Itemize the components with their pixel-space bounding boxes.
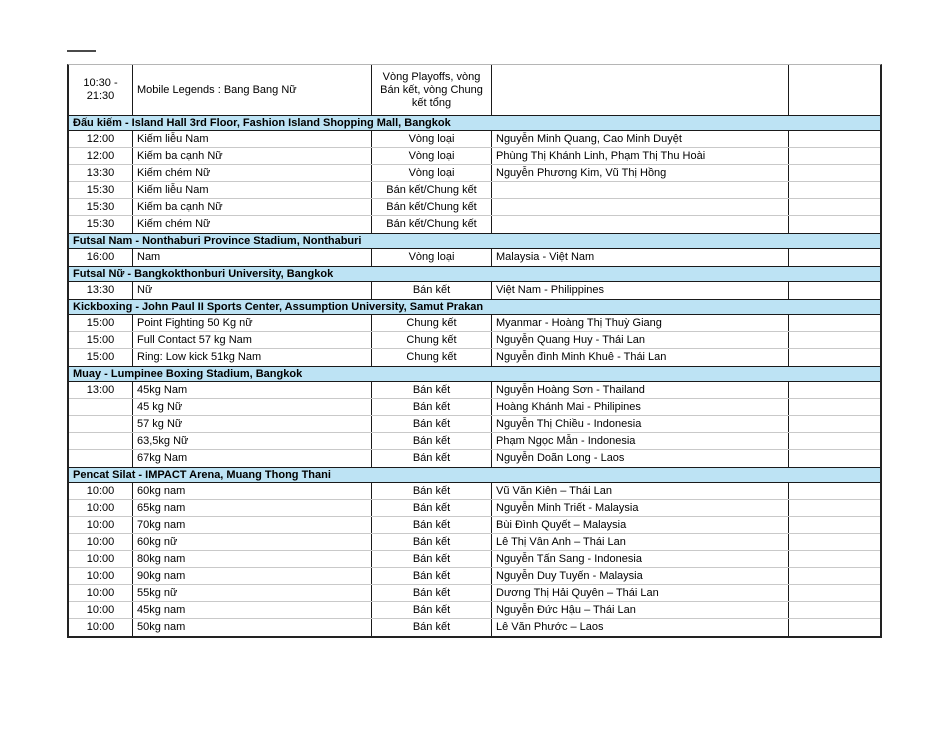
table-row: [69, 602, 880, 619]
section-header: Pencat Silat - IMPACT Arena, Muang Thong Thani: [69, 467, 880, 483]
time-cell: 10:00: [69, 619, 133, 636]
round-cell: Chung kết: [372, 315, 492, 331]
sport-section: [69, 115, 880, 233]
round-cell: Bán kết: [372, 568, 492, 584]
table-row: [69, 332, 880, 349]
event-cell: Nam: [133, 249, 372, 266]
time-cell: 10:00: [69, 602, 133, 618]
participants-cell: Nguyễn Minh Quang, Cao Minh Duyệt: [492, 131, 789, 147]
time-cell: 16:00: [69, 249, 133, 266]
event-cell: 60kg nữ: [133, 534, 372, 550]
table-row: [69, 450, 880, 467]
notes-cell: [789, 585, 880, 601]
round-cell: Bán kết: [372, 282, 492, 299]
table-row: [69, 182, 880, 199]
round-cell: Bán kết: [372, 585, 492, 601]
section-header: Kickboxing - John Paul II Sports Center, Assumption University, Samut Prakan: [69, 299, 880, 315]
event-cell: Kiếm liễu Nam: [133, 182, 372, 198]
time-cell: 15:00: [69, 332, 133, 348]
participants-cell: Nguyễn Duy Tuyến - Malaysia: [492, 568, 789, 584]
round-cell: Chung kết: [372, 332, 492, 348]
notes-cell: [789, 165, 880, 181]
participants-cell: Phùng Thị Khánh Linh, Phạm Thị Thu Hoài: [492, 148, 789, 164]
event-cell: 70kg nam: [133, 517, 372, 533]
notes-cell: [789, 315, 880, 331]
time-cell: 10:30 - 21:30: [69, 65, 133, 115]
notes-cell: [789, 619, 880, 636]
sport-section: [69, 266, 880, 299]
participants-cell: Nguyễn Hoàng Sơn - Thailand: [492, 382, 789, 398]
participants-cell: Lê Thị Vân Anh – Thái Lan: [492, 534, 789, 550]
sport-section: [69, 299, 880, 366]
time-cell: 13:30: [69, 282, 133, 299]
round-cell: Bán kết: [372, 602, 492, 618]
time-cell: 10:00: [69, 500, 133, 516]
table-row: [69, 534, 880, 551]
table-row: [69, 65, 880, 115]
time-cell: 10:00: [69, 585, 133, 601]
event-cell: Kiếm ba cạnh Nữ: [133, 148, 372, 164]
event-cell: 63,5kg Nữ: [133, 433, 372, 449]
participants-cell: Hoàng Khánh Mai - Philipines: [492, 399, 789, 415]
round-cell: Bán kết: [372, 500, 492, 516]
notes-cell: [789, 483, 880, 499]
notes-cell: [789, 500, 880, 516]
round-cell: Bán kết: [372, 517, 492, 533]
sections-container: [69, 115, 880, 636]
time-cell: 13:30: [69, 165, 133, 181]
table-row: [69, 315, 880, 332]
round-cell: Bán kết: [372, 433, 492, 449]
time-cell: 12:00: [69, 131, 133, 147]
participants-cell: Nguyễn Tấn Sang - Indonesia: [492, 551, 789, 567]
event-cell: Nữ: [133, 282, 372, 299]
time-cell: 10:00: [69, 534, 133, 550]
section-header: Muay - Lumpinee Boxing Stadium, Bangkok: [69, 366, 880, 382]
round-cell: Bán kết: [372, 450, 492, 467]
participants-cell: Nguyễn đình Minh Khuê - Thái Lan: [492, 349, 789, 366]
table-row: [69, 165, 880, 182]
round-cell: Bán kết: [372, 382, 492, 398]
event-cell: Full Contact 57 kg Nam: [133, 332, 372, 348]
round-cell: Vòng loại: [372, 148, 492, 164]
notes-cell: [789, 416, 880, 432]
table-row: [69, 382, 880, 399]
event-cell: Point Fighting 50 Kg nữ: [133, 315, 372, 331]
time-cell: 15:00: [69, 315, 133, 331]
round-cell: Bán kết: [372, 483, 492, 499]
sport-section: [69, 233, 880, 266]
event-cell: Mobile Legends : Bang Bang Nữ: [133, 65, 372, 115]
participants-cell: Dương Thị Hải Quyên – Thái Lan: [492, 585, 789, 601]
section-header: Futsal Nam - Nonthaburi Province Stadium, Nonthaburi: [69, 233, 880, 249]
section-rows: [69, 131, 880, 233]
event-cell: 67kg Nam: [133, 450, 372, 467]
event-cell: Kiếm liễu Nam: [133, 131, 372, 147]
participants-cell: Nguyễn Doãn Long - Laos: [492, 450, 789, 467]
participants-cell: Bùi Đình Quyết – Malaysia: [492, 517, 789, 533]
round-cell: Bán kết: [372, 399, 492, 415]
time-cell: 15:30: [69, 216, 133, 233]
notes-cell: [789, 602, 880, 618]
table-row: [69, 216, 880, 233]
notes-cell: [789, 332, 880, 348]
notes-cell: [789, 433, 880, 449]
participants-cell: Nguyễn Minh Triết - Malaysia: [492, 500, 789, 516]
time-cell: 10:00: [69, 483, 133, 499]
notes-cell: [789, 399, 880, 415]
section-rows: [69, 315, 880, 366]
time-cell: [69, 416, 133, 432]
event-cell: Kiếm chém Nữ: [133, 165, 372, 181]
section-rows: [69, 249, 880, 266]
table-row: [69, 131, 880, 148]
event-cell: 80kg nam: [133, 551, 372, 567]
table-row: [69, 199, 880, 216]
time-cell: 15:30: [69, 182, 133, 198]
section-rows: [69, 483, 880, 636]
participants-cell: Vũ Văn Kiên – Thái Lan: [492, 483, 789, 499]
table-row: [69, 349, 880, 366]
table-row: [69, 551, 880, 568]
participants-cell: Nguyễn Phương Kim, Vũ Thị Hồng: [492, 165, 789, 181]
notes-cell: [789, 216, 880, 233]
time-cell: 12:00: [69, 148, 133, 164]
table-row: [69, 282, 880, 299]
notes-cell: [789, 349, 880, 366]
round-cell: Bán kết: [372, 534, 492, 550]
participants-cell: Lê Văn Phước – Laos: [492, 619, 789, 636]
time-cell: 15:00: [69, 349, 133, 366]
event-cell: 60kg nam: [133, 483, 372, 499]
sport-section: [69, 366, 880, 467]
notes-cell: [789, 148, 880, 164]
time-cell: 10:00: [69, 551, 133, 567]
event-cell: Kiếm chém Nữ: [133, 216, 372, 233]
time-cell: [69, 399, 133, 415]
notes-cell: [789, 534, 880, 550]
event-cell: 90kg nam: [133, 568, 372, 584]
notes-cell: [789, 65, 880, 115]
table-row: [69, 568, 880, 585]
notes-cell: [789, 131, 880, 147]
round-cell: Bán kết: [372, 551, 492, 567]
section-header: Futsal Nữ - Bangkokthonburi University, Bangkok: [69, 266, 880, 282]
table-row: [69, 416, 880, 433]
participants-cell: [492, 216, 789, 233]
table-row: [69, 517, 880, 534]
round-cell: Vòng loại: [372, 131, 492, 147]
round-cell: Vòng loại: [372, 249, 492, 266]
notes-cell: [789, 517, 880, 533]
table-row: [69, 433, 880, 450]
notes-cell: [789, 450, 880, 467]
notes-cell: [789, 199, 880, 215]
time-cell: 10:00: [69, 568, 133, 584]
event-cell: 45 kg Nữ: [133, 399, 372, 415]
participants-cell: Nguyễn Thị Chiều - Indonesia: [492, 416, 789, 432]
event-cell: 55kg nữ: [133, 585, 372, 601]
section-rows: [69, 382, 880, 467]
event-cell: 57 kg Nữ: [133, 416, 372, 432]
notes-cell: [789, 551, 880, 567]
section-rows: [69, 282, 880, 299]
round-cell: Vòng loại: [372, 165, 492, 181]
participants-cell: [492, 65, 789, 115]
cut-off-row-border-fragment: [67, 50, 96, 52]
round-cell: Bán kết/Chung kết: [372, 199, 492, 215]
table-row: [69, 619, 880, 636]
time-cell: 15:30: [69, 199, 133, 215]
round-cell: Bán kết/Chung kết: [372, 216, 492, 233]
round-cell: Chung kết: [372, 349, 492, 366]
table-row: [69, 399, 880, 416]
time-cell: [69, 433, 133, 449]
time-cell: [69, 450, 133, 467]
time-cell: 13:00: [69, 382, 133, 398]
schedule-table: [67, 64, 882, 638]
round-cell: Vòng Playoffs, vòng Bán kết, vòng Chung kết tổng: [372, 65, 492, 115]
table-row: [69, 148, 880, 165]
round-cell: Bán kết/Chung kết: [372, 182, 492, 198]
notes-cell: [789, 382, 880, 398]
table-row: [69, 483, 880, 500]
event-cell: 45kg Nam: [133, 382, 372, 398]
notes-cell: [789, 282, 880, 299]
notes-cell: [789, 249, 880, 266]
event-cell: 50kg nam: [133, 619, 372, 636]
event-cell: Kiếm ba cạnh Nữ: [133, 199, 372, 215]
table-row: [69, 249, 880, 266]
round-cell: Bán kết: [372, 619, 492, 636]
sport-section: [69, 467, 880, 636]
participants-cell: Nguyễn Quang Huy - Thái Lan: [492, 332, 789, 348]
section-header: Đấu kiếm - Island Hall 3rd Floor, Fashion Island Shopping Mall, Bangkok: [69, 115, 880, 131]
time-cell: 10:00: [69, 517, 133, 533]
notes-cell: [789, 568, 880, 584]
participants-cell: [492, 199, 789, 215]
participants-cell: Myanmar - Hoàng Thị Thuỳ Giang: [492, 315, 789, 331]
participants-cell: [492, 182, 789, 198]
notes-cell: [789, 182, 880, 198]
event-cell: 45kg nam: [133, 602, 372, 618]
participants-cell: Malaysia - Việt Nam: [492, 249, 789, 266]
round-cell: Bán kết: [372, 416, 492, 432]
table-row: [69, 585, 880, 602]
participants-cell: Nguyễn Đức Hậu – Thái Lan: [492, 602, 789, 618]
participants-cell: Phạm Ngọc Mẫn - Indonesia: [492, 433, 789, 449]
event-cell: Ring: Low kick 51kg Nam: [133, 349, 372, 366]
participants-cell: Việt Nam - Philippines: [492, 282, 789, 299]
table-row: [69, 500, 880, 517]
event-cell: 65kg nam: [133, 500, 372, 516]
